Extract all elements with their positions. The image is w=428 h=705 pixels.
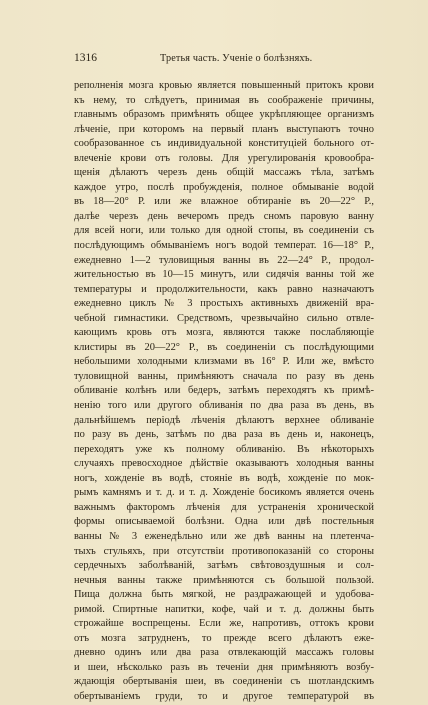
text-line: клистиры въ 20—22° Р., въ соединеніи съ послѣдующими: [74, 341, 374, 353]
text-line: жительностью въ 10—15 минутъ, или сидячія ванны той же: [74, 269, 374, 281]
text-line: далѣе черезъ день вечеромъ предъ сномъ паровую ванну: [74, 210, 374, 222]
text-line: обертываніемъ груди, то и другое температурой въ: [74, 690, 374, 702]
text-line: тыхъ стульяхъ, при отсутствіи противопоказаній со стороны: [74, 545, 374, 557]
text-line: температуры и продолжительности, какъ равно назначаютъ: [74, 283, 374, 295]
text-line: ненію того или другого обливанія по два раза въ день, въ: [74, 400, 374, 412]
text-line: и шеи, нѣсколько разъ въ теченіи дня примѣняютъ возбу-: [74, 661, 374, 673]
text-line: сердечныхъ заболѣваній, затѣмъ свѣтовоздушныя и сол-: [74, 560, 374, 572]
text-line: ногъ, хожденіе въ водѣ, стояніе въ водѣ, хожденіе по мок-: [74, 472, 374, 484]
text-line: по разу въ день, затѣмъ по два раза въ день и, наконецъ,: [74, 429, 374, 441]
text-line: ванны № 3 еженедѣльно или же двѣ ванны на плетенча-: [74, 530, 374, 542]
text-line: рымъ камнямъ и т. д. и т. д. Хожденіе босикомъ является очень: [74, 487, 374, 499]
text-line: случаяхъ превосходное дѣйствіе оказываютъ холодныя ванны: [74, 458, 374, 470]
text-line: щенія дѣлаютъ черезъ день общій массажъ тѣла, затѣмъ: [74, 167, 374, 179]
text-line: дневно одинъ или два раза отвлекающій массажъ головы: [74, 647, 374, 659]
text-line: къ нему, то слѣдуетъ, принимая въ соображеніе причины,: [74, 94, 374, 106]
text-line: туловищной ванны, примѣняютъ сначала по разу въ день: [74, 370, 374, 382]
text-line: въ 18—20° Р. или же влажное обтираніе въ 20—22° Р.,: [74, 196, 374, 208]
text-line: влеченіе крови отъ головы. Для урегулированія кровообра-: [74, 152, 374, 164]
page-header: [74, 52, 374, 68]
text-line: отъ мозга затрудненъ, то прежде всего дѣлаютъ еже-: [74, 632, 374, 644]
text-line: послѣдующимъ обмываніемъ ногъ водой температ. 16—18° Р.,: [74, 240, 374, 252]
text-line: каждое утро, послѣ пробужденія, полное обмываніе водой: [74, 181, 374, 193]
text-line: ежедневно циклъ № 3 простыхъ активныхъ движеній вра-: [74, 298, 374, 310]
text-line: обливаніе колѣнъ или бедеръ, затѣмъ переходятъ къ примѣ-: [74, 385, 374, 397]
text-line: нечныя ванны также примѣняются съ большой пользой.: [74, 574, 374, 586]
page-number: 1316: [74, 52, 97, 64]
text-line: сообразованное съ индивидуальной конституціей больного от-: [74, 138, 374, 150]
text-line: ждающія обертыванія шеи, въ соединеніи съ шотландскимъ: [74, 676, 374, 688]
text-line: дальнѣйшемъ періодѣ лѣченія дѣлаютъ верхнее обливаніе: [74, 414, 374, 426]
text-line: главнымъ образомъ примѣнять общее укрѣпляющее организмъ: [74, 109, 374, 121]
text-line: небольшими холодными клизмами въ 16° Р. Или же, вмѣсто: [74, 356, 374, 368]
text-line: чебной гимнастики. Средствомъ, чрезвычайно сильно отвле-: [74, 312, 374, 324]
text-line: ежедневно 1—2 туловищныя ванны въ 22—24° Р., продол-: [74, 254, 374, 266]
text-line: реполненія мозга кровью является повышенный притокъ крови: [74, 80, 374, 91]
text-line: римой. Спиртные напитки, кофе, чай и т. д. должны быть: [74, 603, 374, 615]
text-line: Пища должна быть мягкой, не раздражающей и удобова-: [74, 589, 374, 601]
text-line: формы описываемой болѣзни. Одна или двѣ постельныя: [74, 516, 374, 528]
text-line: для всей ноги, или только для одной стопы, въ соединеніи съ: [74, 225, 374, 237]
running-head: Третья часть. Ученiе о болѣзняхъ.: [160, 52, 313, 64]
text-line: лѣченіе, при которомъ на первый планъ выступаютъ точно: [74, 123, 374, 135]
text-line: переходятъ уже къ полному обливанію. Въ нѣкоторыхъ: [74, 443, 374, 455]
text-line: кающимъ кровь отъ мозга, являются также послабляющіе: [74, 327, 374, 339]
body-text: [74, 79, 374, 705]
text-line: важнымъ факторомъ лѣченія для устраненія хронической: [74, 501, 374, 513]
text-line: строжайше воспрещены. Если же, напротивъ, оттокъ крови: [74, 618, 374, 630]
